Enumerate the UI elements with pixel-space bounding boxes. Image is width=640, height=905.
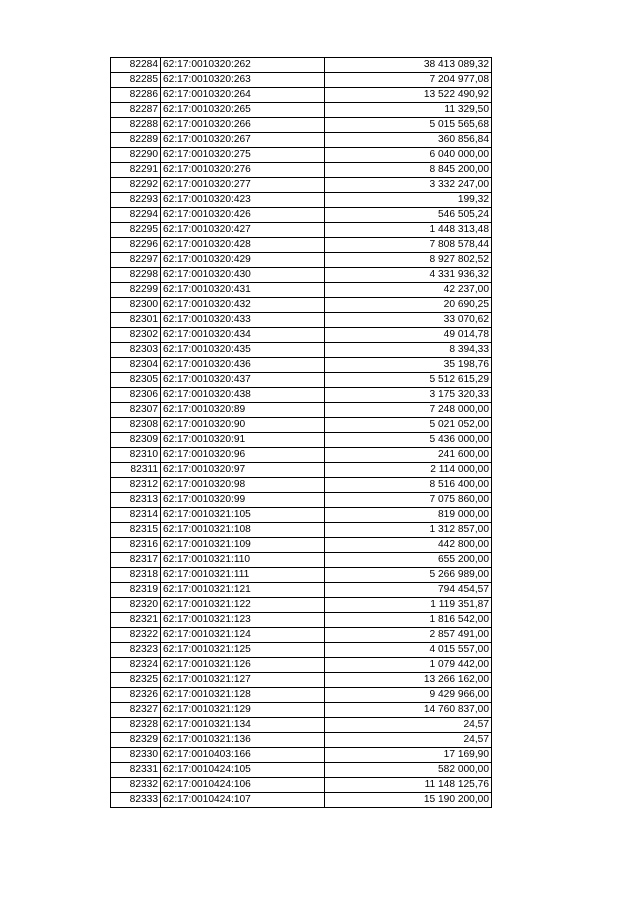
table-row	[111, 343, 492, 358]
value-cell: 819 000,00	[325, 508, 492, 523]
row-number-cell: 82308	[111, 418, 161, 433]
row-number-cell: 82296	[111, 238, 161, 253]
cadastral-number-cell: 62:17:0010320:430	[161, 268, 325, 283]
table-row	[111, 673, 492, 688]
table-row	[111, 733, 492, 748]
row-number-cell: 82307	[111, 403, 161, 418]
value-cell: 5 266 989,00	[325, 568, 492, 583]
table-row	[111, 643, 492, 658]
value-cell: 360 856,84	[325, 133, 492, 148]
cadastral-value-table	[110, 57, 492, 808]
cadastral-number-cell: 62:17:0010321:109	[161, 538, 325, 553]
table-row	[111, 538, 492, 553]
cadastral-number-cell: 62:17:0010320:431	[161, 283, 325, 298]
row-number-cell: 82303	[111, 343, 161, 358]
value-cell: 8 394,33	[325, 343, 492, 358]
value-cell: 1 448 313,48	[325, 223, 492, 238]
value-cell: 5 512 615,29	[325, 373, 492, 388]
table-row	[111, 283, 492, 298]
cadastral-number-cell: 62:17:0010320:275	[161, 148, 325, 163]
row-number-cell: 82332	[111, 778, 161, 793]
cadastral-number-cell: 62:17:0010321:122	[161, 598, 325, 613]
value-cell: 20 690,25	[325, 298, 492, 313]
row-number-cell: 82324	[111, 658, 161, 673]
row-number-cell: 82325	[111, 673, 161, 688]
table-row	[111, 373, 492, 388]
value-cell: 15 190 200,00	[325, 793, 492, 808]
value-cell: 442 800,00	[325, 538, 492, 553]
table-row	[111, 433, 492, 448]
row-number-cell: 82309	[111, 433, 161, 448]
cadastral-number-cell: 62:17:0010320:423	[161, 193, 325, 208]
value-cell: 24,57	[325, 733, 492, 748]
row-number-cell: 82328	[111, 718, 161, 733]
cadastral-number-cell: 62:17:0010320:89	[161, 403, 325, 418]
row-number-cell: 82300	[111, 298, 161, 313]
row-number-cell: 82322	[111, 628, 161, 643]
value-cell: 2 114 000,00	[325, 463, 492, 478]
value-cell: 49 014,78	[325, 328, 492, 343]
table-row	[111, 688, 492, 703]
cadastral-number-cell: 62:17:0010320:437	[161, 373, 325, 388]
cadastral-number-cell: 62:17:0010320:97	[161, 463, 325, 478]
table-row	[111, 58, 492, 73]
table-row	[111, 718, 492, 733]
cadastral-number-cell: 62:17:0010403:166	[161, 748, 325, 763]
value-cell: 4 015 557,00	[325, 643, 492, 658]
cadastral-number-cell: 62:17:0010321:111	[161, 568, 325, 583]
row-number-cell: 82311	[111, 463, 161, 478]
row-number-cell: 82297	[111, 253, 161, 268]
value-cell: 5 015 565,68	[325, 118, 492, 133]
cadastral-number-cell: 62:17:0010320:277	[161, 178, 325, 193]
value-cell: 1 816 542,00	[325, 613, 492, 628]
row-number-cell: 82321	[111, 613, 161, 628]
cadastral-number-cell: 62:17:0010321:126	[161, 658, 325, 673]
cadastral-number-cell: 62:17:0010321:129	[161, 703, 325, 718]
row-number-cell: 82288	[111, 118, 161, 133]
table-row	[111, 613, 492, 628]
row-number-cell: 82304	[111, 358, 161, 373]
value-cell: 794 454,57	[325, 583, 492, 598]
value-cell: 1 312 857,00	[325, 523, 492, 538]
cadastral-number-cell: 62:17:0010320:429	[161, 253, 325, 268]
table-row	[111, 703, 492, 718]
cadastral-number-cell: 62:17:0010424:107	[161, 793, 325, 808]
value-cell: 7 808 578,44	[325, 238, 492, 253]
table-row	[111, 268, 492, 283]
row-number-cell: 82289	[111, 133, 161, 148]
cadastral-number-cell: 62:17:0010320:91	[161, 433, 325, 448]
table-row	[111, 778, 492, 793]
cadastral-number-cell: 62:17:0010320:276	[161, 163, 325, 178]
table-row	[111, 328, 492, 343]
value-cell: 17 169,90	[325, 748, 492, 763]
row-number-cell: 82318	[111, 568, 161, 583]
row-number-cell: 82315	[111, 523, 161, 538]
value-cell: 5 436 000,00	[325, 433, 492, 448]
row-number-cell: 82317	[111, 553, 161, 568]
cadastral-number-cell: 62:17:0010320:96	[161, 448, 325, 463]
value-cell: 546 505,24	[325, 208, 492, 223]
table-body	[111, 58, 492, 808]
table-row	[111, 553, 492, 568]
cadastral-number-cell: 62:17:0010320:262	[161, 58, 325, 73]
value-cell: 199,32	[325, 193, 492, 208]
row-number-cell: 82291	[111, 163, 161, 178]
cadastral-number-cell: 62:17:0010321:136	[161, 733, 325, 748]
table-row	[111, 358, 492, 373]
row-number-cell: 82326	[111, 688, 161, 703]
table-row	[111, 658, 492, 673]
cadastral-number-cell: 62:17:0010320:264	[161, 88, 325, 103]
table-row	[111, 253, 492, 268]
table-row	[111, 88, 492, 103]
table-row	[111, 763, 492, 778]
table-row	[111, 463, 492, 478]
row-number-cell: 82310	[111, 448, 161, 463]
cadastral-number-cell: 62:17:0010321:124	[161, 628, 325, 643]
value-cell: 7 248 000,00	[325, 403, 492, 418]
value-cell: 6 040 000,00	[325, 148, 492, 163]
table-row	[111, 148, 492, 163]
row-number-cell: 82305	[111, 373, 161, 388]
table-row	[111, 598, 492, 613]
cadastral-number-cell: 62:17:0010321:105	[161, 508, 325, 523]
cadastral-number-cell: 62:17:0010320:265	[161, 103, 325, 118]
cadastral-number-cell: 62:17:0010321:110	[161, 553, 325, 568]
row-number-cell: 82295	[111, 223, 161, 238]
row-number-cell: 82287	[111, 103, 161, 118]
row-number-cell: 82331	[111, 763, 161, 778]
table-row	[111, 103, 492, 118]
value-cell: 13 266 162,00	[325, 673, 492, 688]
row-number-cell: 82333	[111, 793, 161, 808]
value-cell: 14 760 837,00	[325, 703, 492, 718]
cadastral-number-cell: 62:17:0010320:436	[161, 358, 325, 373]
row-number-cell: 82293	[111, 193, 161, 208]
row-number-cell: 82314	[111, 508, 161, 523]
row-number-cell: 82285	[111, 73, 161, 88]
cadastral-number-cell: 62:17:0010321:128	[161, 688, 325, 703]
cadastral-number-cell: 62:17:0010321:125	[161, 643, 325, 658]
value-cell: 8 516 400,00	[325, 478, 492, 493]
table-row	[111, 508, 492, 523]
table-row	[111, 178, 492, 193]
value-cell: 5 021 052,00	[325, 418, 492, 433]
cadastral-number-cell: 62:17:0010424:106	[161, 778, 325, 793]
table-row	[111, 748, 492, 763]
row-number-cell: 82290	[111, 148, 161, 163]
cadastral-number-cell: 62:17:0010320:426	[161, 208, 325, 223]
row-number-cell: 82301	[111, 313, 161, 328]
table-row	[111, 73, 492, 88]
cadastral-number-cell: 62:17:0010320:428	[161, 238, 325, 253]
table-row	[111, 523, 492, 538]
cadastral-number-cell: 62:17:0010321:123	[161, 613, 325, 628]
value-cell: 42 237,00	[325, 283, 492, 298]
row-number-cell: 82306	[111, 388, 161, 403]
cadastral-number-cell: 62:17:0010320:432	[161, 298, 325, 313]
row-number-cell: 82323	[111, 643, 161, 658]
table-row	[111, 298, 492, 313]
value-cell: 8 927 802,52	[325, 253, 492, 268]
cadastral-number-cell: 62:17:0010424:105	[161, 763, 325, 778]
cadastral-number-cell: 62:17:0010320:438	[161, 388, 325, 403]
table-row	[111, 418, 492, 433]
cadastral-number-cell: 62:17:0010320:433	[161, 313, 325, 328]
table-row	[111, 583, 492, 598]
table-row	[111, 628, 492, 643]
row-number-cell: 82327	[111, 703, 161, 718]
table-row	[111, 448, 492, 463]
cadastral-number-cell: 62:17:0010320:90	[161, 418, 325, 433]
cadastral-number-cell: 62:17:0010320:98	[161, 478, 325, 493]
table-row	[111, 793, 492, 808]
table-row	[111, 223, 492, 238]
row-number-cell: 82312	[111, 478, 161, 493]
cadastral-number-cell: 62:17:0010320:435	[161, 343, 325, 358]
cadastral-number-cell: 62:17:0010320:427	[161, 223, 325, 238]
value-cell: 9 429 966,00	[325, 688, 492, 703]
value-cell: 13 522 490,92	[325, 88, 492, 103]
row-number-cell: 82319	[111, 583, 161, 598]
row-number-cell: 82294	[111, 208, 161, 223]
row-number-cell: 82316	[111, 538, 161, 553]
table-row	[111, 133, 492, 148]
value-cell: 582 000,00	[325, 763, 492, 778]
row-number-cell: 82284	[111, 58, 161, 73]
value-cell: 241 600,00	[325, 448, 492, 463]
row-number-cell: 82292	[111, 178, 161, 193]
row-number-cell: 82286	[111, 88, 161, 103]
cadastral-number-cell: 62:17:0010321:134	[161, 718, 325, 733]
value-cell: 7 204 977,08	[325, 73, 492, 88]
cadastral-number-cell: 62:17:0010320:266	[161, 118, 325, 133]
row-number-cell: 82302	[111, 328, 161, 343]
table-row	[111, 208, 492, 223]
cadastral-number-cell: 62:17:0010320:434	[161, 328, 325, 343]
row-number-cell: 82320	[111, 598, 161, 613]
cadastral-number-cell: 62:17:0010321:121	[161, 583, 325, 598]
table-row	[111, 163, 492, 178]
cadastral-number-cell: 62:17:0010320:267	[161, 133, 325, 148]
table-row	[111, 238, 492, 253]
value-cell: 35 198,76	[325, 358, 492, 373]
table-row	[111, 493, 492, 508]
table-row	[111, 118, 492, 133]
value-cell: 7 075 860,00	[325, 493, 492, 508]
value-cell: 1 079 442,00	[325, 658, 492, 673]
cadastral-number-cell: 62:17:0010321:108	[161, 523, 325, 538]
table-row	[111, 403, 492, 418]
value-cell: 1 119 351,87	[325, 598, 492, 613]
value-cell: 11 148 125,76	[325, 778, 492, 793]
value-cell: 655 200,00	[325, 553, 492, 568]
value-cell: 3 175 320,33	[325, 388, 492, 403]
value-cell: 38 413 089,32	[325, 58, 492, 73]
table-row	[111, 193, 492, 208]
table-row	[111, 313, 492, 328]
table-row	[111, 478, 492, 493]
cadastral-number-cell: 62:17:0010321:127	[161, 673, 325, 688]
row-number-cell: 82299	[111, 283, 161, 298]
value-cell: 24,57	[325, 718, 492, 733]
cadastral-number-cell: 62:17:0010320:99	[161, 493, 325, 508]
value-cell: 4 331 936,32	[325, 268, 492, 283]
row-number-cell: 82329	[111, 733, 161, 748]
cadastral-number-cell: 62:17:0010320:263	[161, 73, 325, 88]
value-cell: 2 857 491,00	[325, 628, 492, 643]
value-cell: 11 329,50	[325, 103, 492, 118]
row-number-cell: 82330	[111, 748, 161, 763]
table-row	[111, 568, 492, 583]
row-number-cell: 82313	[111, 493, 161, 508]
value-cell: 8 845 200,00	[325, 163, 492, 178]
table-row	[111, 388, 492, 403]
value-cell: 3 332 247,00	[325, 178, 492, 193]
value-cell: 33 070,62	[325, 313, 492, 328]
row-number-cell: 82298	[111, 268, 161, 283]
